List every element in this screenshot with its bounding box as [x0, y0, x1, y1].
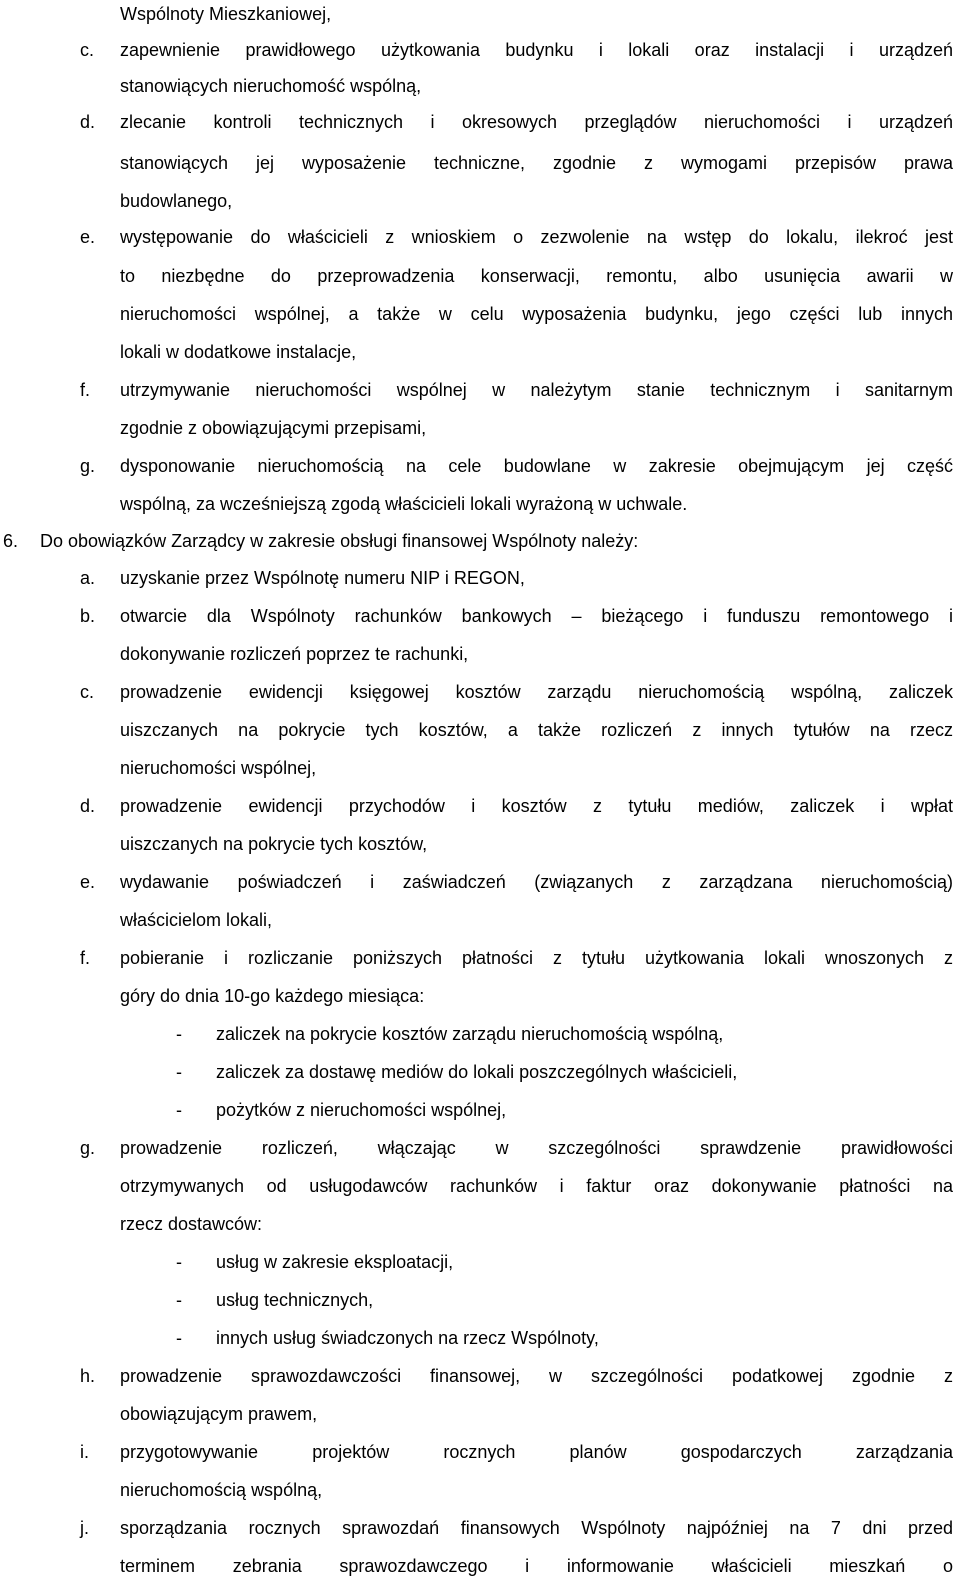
list-marker: g.	[80, 456, 96, 476]
sub-item-text: zaliczek za dostawę mediów do lokali poszczególnych właścicieli,	[216, 1062, 738, 1082]
sub-item-dash: -	[176, 1062, 182, 1082]
list-item-line: lokali w dodatkowe instalacje,	[120, 342, 357, 362]
sub-item-text: usług w zakresie eksploatacji,	[216, 1252, 454, 1272]
list-marker: c.	[80, 40, 95, 60]
list-marker: h.	[80, 1366, 96, 1386]
list-item-line: dysponowanie nieruchomością na cele budowlane w zakresie obejmującym jej część	[120, 456, 953, 476]
sub-item-text: usług technicznych,	[216, 1290, 374, 1310]
list-item-line: budowlanego,	[120, 191, 233, 211]
list-item-line: nieruchomości wspólnej, a także w celu wyposażenia budynku, jego części lub innych	[120, 304, 953, 324]
list-item-line: właścicielom lokali,	[120, 910, 273, 930]
list-item-line: stanowiących nieruchomość wspólną,	[120, 76, 422, 96]
list-marker: e.	[80, 227, 96, 247]
list-marker: d.	[80, 112, 96, 132]
sub-item-dash: -	[176, 1252, 182, 1272]
list-marker: b.	[80, 606, 96, 626]
sub-item-text: zaliczek na pokrycie kosztów zarządu nieruchomością wspólną,	[216, 1024, 724, 1044]
list-item-line: nieruchomością wspólną,	[120, 1480, 323, 1500]
sub-item-dash: -	[176, 1024, 182, 1044]
list-marker: j.	[80, 1518, 89, 1538]
list-item-line: wspólną, za wcześniejszą zgodą właścicieli lokali wyrażoną w uchwale.	[120, 494, 688, 514]
list-item-line: dokonywanie rozliczeń poprzez te rachunki,	[120, 644, 469, 664]
list-marker: d.	[80, 796, 96, 816]
list-item-line: wydawanie poświadczeń i zaświadczeń (związanych z zarządzana nieruchomością)	[120, 872, 953, 892]
list-item-line: przygotowywanie projektów rocznych planów gospodarczych zarządzania	[120, 1442, 953, 1462]
list-item-line: prowadzenie rozliczeń, włączając w szczególności sprawdzenie prawidłowości	[120, 1138, 953, 1158]
intro-line: Wspólnoty Mieszkaniowej,	[120, 4, 332, 24]
list-item-line: uiszczanych na pokrycie tych kosztów,	[120, 834, 428, 854]
list-item-line: prowadzenie ewidencji księgowej kosztów zarządu nieruchomością wspólną, zaliczek	[120, 682, 953, 702]
list-item-line: zgodnie z obowiązującymi przepisami,	[120, 418, 427, 438]
list-item-line: uiszczanych na pokrycie tych kosztów, a także rozliczeń z innych tytułów na rzecz	[120, 720, 953, 740]
section-heading: Do obowiązków Zarządcy w zakresie obsługi finansowej Wspólnoty należy:	[40, 531, 639, 551]
list-marker: c.	[80, 682, 95, 702]
list-item-line: utrzymywanie nieruchomości wspólnej w należytym stanie technicznym i sanitarnym	[120, 380, 953, 400]
list-marker: i.	[80, 1442, 89, 1462]
sub-item-dash: -	[176, 1100, 182, 1120]
list-item-line: terminem zebrania sprawozdawczego i informowanie właścicieli mieszkań o	[120, 1556, 953, 1576]
list-item-line: obowiązującym prawem,	[120, 1404, 318, 1424]
list-item-line: prowadzenie ewidencji przychodów i kosztów z tytułu mediów, zaliczek i wpłat	[120, 796, 953, 816]
list-item-line: to niezbędne do przeprowadzenia konserwacji, remontu, albo usunięcia awarii w	[120, 266, 953, 286]
list-marker: a.	[80, 568, 96, 588]
sub-item-dash: -	[176, 1328, 182, 1348]
list-item-line: otwarcie dla Wspólnoty rachunków bankowych – bieżącego i funduszu remontowego i	[120, 606, 953, 626]
list-item-line: sporządzania rocznych sprawozdań finansowych Wspólnoty najpóźniej na 7 dni przed	[120, 1518, 953, 1538]
list-item-line: pobieranie i rozliczanie poniższych płatności z tytułu użytkowania lokali wnoszonych z	[120, 948, 953, 968]
list-marker: g.	[80, 1138, 96, 1158]
section-number: 6.	[3, 531, 19, 551]
list-item-line: zapewnienie prawidłowego użytkowania budynku i lokali oraz instalacji i urządzeń	[120, 40, 953, 60]
list-item-line: prowadzenie sprawozdawczości finansowej, w szczególności podatkowej zgodnie z	[120, 1366, 953, 1386]
sub-item-text: pożytków z nieruchomości wspólnej,	[216, 1100, 507, 1120]
list-marker: e.	[80, 872, 96, 892]
sub-item-dash: -	[176, 1290, 182, 1310]
sub-item-text: innych usług świadczonych na rzecz Wspólnoty,	[216, 1328, 599, 1348]
list-item-line: góry do dnia 10-go każdego miesiąca:	[120, 986, 425, 1006]
list-item-line: stanowiących jej wyposażenie techniczne, zgodnie z wymogami przepisów prawa	[120, 153, 953, 173]
list-item-line: rzecz dostawców:	[120, 1214, 263, 1234]
list-item-line: otrzymywanych od usługodawców rachunków i faktur oraz dokonywanie płatności na	[120, 1176, 953, 1196]
list-item-line: występowanie do właścicieli z wnioskiem o zezwolenie na wstęp do lokalu, ilekroć jest	[120, 227, 953, 247]
list-item-line: nieruchomości wspólnej,	[120, 758, 317, 778]
list-marker: f.	[80, 948, 91, 968]
list-item-line: zlecanie kontroli technicznych i okresowych przeglądów nieruchomości i urządzeń	[120, 112, 953, 132]
list-marker: f.	[80, 380, 91, 400]
list-item-line: uzyskanie przez Wspólnotę numeru NIP i REGON,	[120, 568, 525, 588]
